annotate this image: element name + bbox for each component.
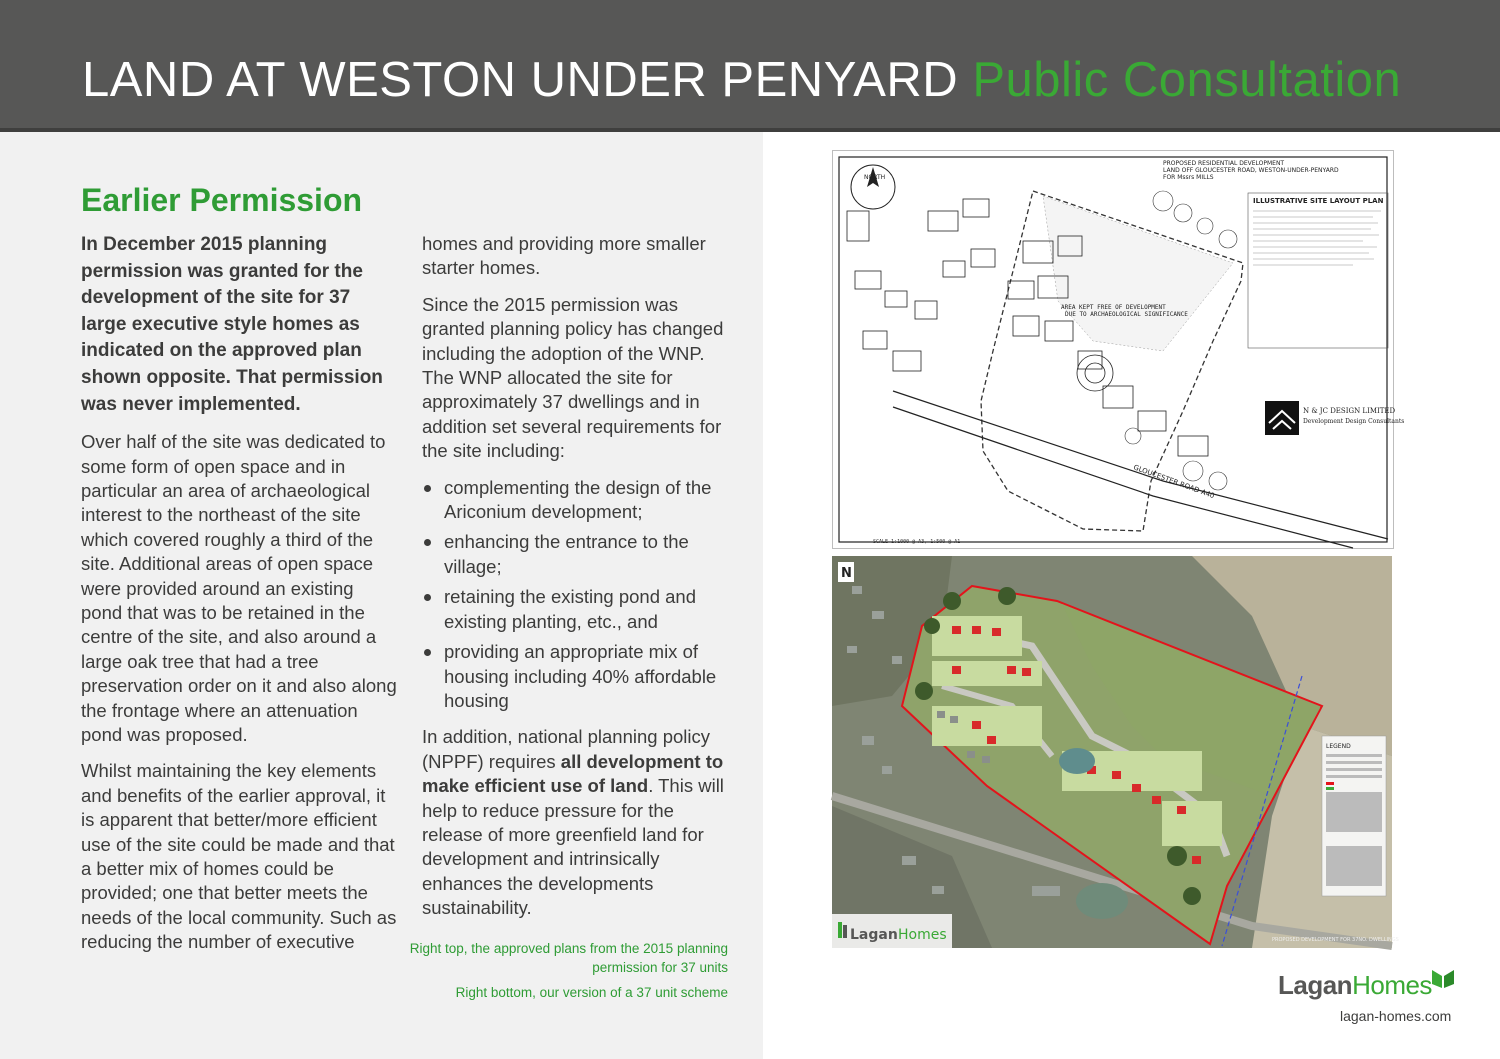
- requirement-item: retaining the existing pond and existing planting, etc., and: [422, 585, 738, 634]
- leaf-icon: [1430, 962, 1460, 988]
- title-main: LAND AT WESTON UNDER PENYARD: [82, 53, 959, 107]
- road-label: GLOUCESTER ROAD A40: [1132, 463, 1216, 501]
- requirements-list: [422, 476, 738, 714]
- aerial-brand-homes: Homes: [898, 927, 947, 943]
- section-heading: Earlier Permission: [81, 182, 363, 218]
- requirement-item: enhancing the entrance to the village;: [422, 530, 738, 579]
- aerial-plan-drawing: [832, 556, 1399, 948]
- archaeology-note: AREA KEPT FREE OF DEVELOPMENT DUE TO ARCHAEOLOGICAL SIGNIFICANCE: [1061, 304, 1188, 318]
- nppf-bold-text: all development to make efficient use of land: [422, 750, 724, 797]
- text-column-2: [422, 232, 738, 933]
- designer-logo-icon: [1265, 401, 1299, 435]
- plan-title-block: PROPOSED RESIDENTIAL DEVELOPMENT LAND OFF GLOUCESTER ROAD, WESTON-UNDER-PENYARD FOR Mssrs MILLS: [1163, 160, 1339, 181]
- aerial-north-label: N: [841, 566, 852, 581]
- north-arrow-icon: [851, 165, 895, 209]
- paragraph-efficiency: Whilst maintaining the key elements and benefits of the earlier approval, it is apparent that better/more efficient use of the site could be made and that a better mix of homes could be provided; one that better meets the needs of the local community. Such as reducing the number of executive: [81, 760, 397, 953]
- header-bar: [0, 0, 1500, 132]
- approved-site-plan: [832, 150, 1405, 549]
- north-label: NORTH: [864, 174, 886, 181]
- logo-lagan: Lagan: [1278, 970, 1353, 1000]
- nppf-text-end: . This will help to reduce pressure for the release of more greenfield land for development and intrinsically enhances the developments sustainability.: [422, 775, 724, 919]
- proposed-scheme-aerial: [832, 556, 1399, 948]
- caption-top: Right top, the approved plans from the 2015 planning permission for 37 units: [409, 941, 728, 975]
- text-column-1: [81, 232, 397, 967]
- legend-title: LEGEND: [1326, 743, 1351, 750]
- caption-bottom: Right bottom, our version of a 37 unit scheme: [455, 985, 728, 1000]
- paragraph-nppf: [422, 725, 738, 920]
- designer-name: N & JC DESIGN LIMITED: [1303, 407, 1396, 415]
- paragraph-starter-homes: homes and providing more smaller starter homes.: [422, 233, 706, 279]
- requirement-item: complementing the design of the Ariconium development;: [422, 476, 738, 525]
- title-accent: Public Consultation: [972, 53, 1402, 107]
- nppf-text-start: In addition, national planning policy (NPPF) requires: [422, 726, 710, 772]
- layout-label: ILLUSTRATIVE SITE LAYOUT PLAN: [1253, 197, 1384, 205]
- legend-panel: [1322, 736, 1386, 896]
- page-title: [82, 50, 1401, 110]
- aerial-brand-lagan: Lagan: [850, 927, 898, 943]
- site-plan-drawing: [833, 151, 1405, 548]
- paragraph-policy: Since the 2015 permission was granted planning policy has changed including the adoption of the WNP. The WNP allocated the site for approximately 37 dwellings and in addition set several requirements for the site including:: [422, 293, 724, 462]
- designer-subtitle: Development Design Consultants: [1303, 418, 1405, 425]
- requirement-item: providing an appropriate mix of housing including 40% affordable housing: [422, 640, 738, 713]
- lead-paragraph: In December 2015 planning permission was granted for the development of the site for 37 large executive style homes as indicated on the approved plan shown opposite. That permission was never implemented.: [81, 234, 383, 415]
- paragraph-open-space: Over half of the site was dedicated to some form of open space and in particular an area of archaeological interest to the northeast of the site which covered roughly a third of the site. Additional areas of open space were provided around an existing pond that was to be retained in the centre of the site, and also around a large oak tree that had a tree preservation order on it and also along the frontage where an attenuation pond was proposed.: [81, 431, 397, 746]
- logo-homes: Homes: [1352, 970, 1432, 1000]
- scale-note: SCALE 1:1000 @ A3, 1:500 @ A1: [873, 539, 961, 545]
- aerial-footer-note: PROPOSED DEVELOPMENT FOR 37NO. DWELLINGS: [1272, 937, 1399, 943]
- website-url[interactable]: lagan-homes.com: [1340, 1008, 1452, 1024]
